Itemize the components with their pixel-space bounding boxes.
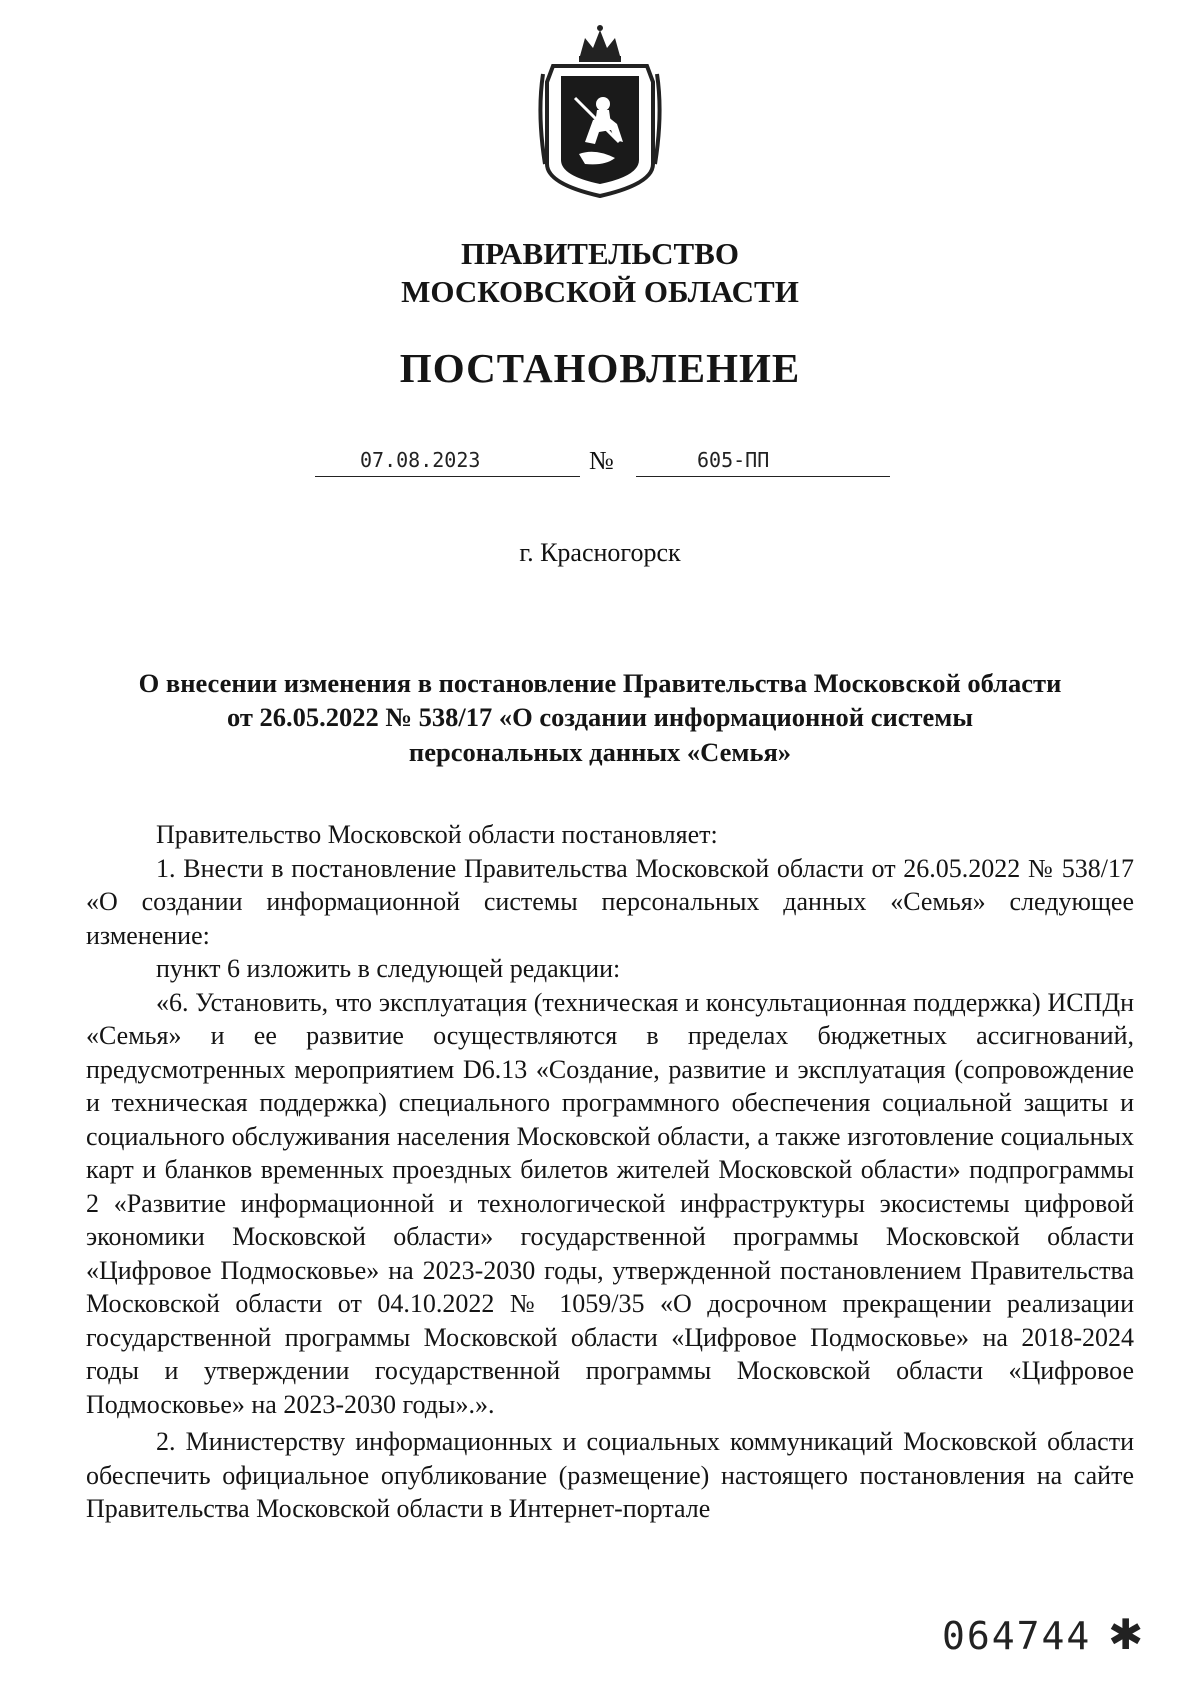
title-line1: О внесении изменения в постановление Правительства Московской области bbox=[138, 668, 1062, 698]
paragraph-1-sub: пункт 6 изложить в следующей редакции: bbox=[156, 954, 621, 983]
city: г. Красногорск bbox=[519, 538, 681, 567]
org-name-line2: МОСКОВСКОЙ ОБЛАСТИ bbox=[401, 274, 799, 309]
paragraph-1-quote: «6. Установить, что эксплуатация (техническая и консультационная поддержка) ИСПДн «Семья» и ее развитие осуществляются в пределах бюджетных ассигнований, предусмотренных мероприятием D6.13 «Создание, развитие и эксплуатация (сопровождение и техническая поддержка) специального программного обеспечения социальной защиты и социального обслуживания населения Московской области, а также изготовление социальных карт и бланков временных проездных билетов жителей Московской области» подпрограммы 2 «Развитие информационной и технологической инфраструктуры экосистемы цифровой экономики Московской области» государственной программы Московской области «Цифровое Подмосковье» на 2023-2030 годы, утвержденной постановлением Правительства Московской области от 04.10.2022 № 1059/35 «О досрочном прекращении реализации государственной программы Московской области «Цифровое Подмосковье» на 2018-2024 годы и утверждении государственной программы Московской области «Цифровое Подмосковье» на 2023-2030 годы».». bbox=[86, 987, 1134, 1419]
serial-number: 064744 bbox=[942, 1614, 1092, 1658]
org-name-line1: ПРАВИТЕЛЬСТВО bbox=[461, 236, 739, 271]
document-body bbox=[86, 818, 1134, 1526]
registration-line bbox=[0, 442, 1200, 482]
paragraph-1: 1. Внести в постановление Правительства Московской области от 26.05.2022 № 538/17 «О создании информационной системы персональных данных «Семья» следующее изменение: bbox=[86, 853, 1134, 950]
paragraph-2: 2. Министерству информационных и социальных коммуникаций Московской области обеспечить официальное опубликование (размещение) настоящего постановления на сайте Правительства Московской области в Интернет-портале bbox=[86, 1427, 1134, 1523]
serial-mark-icon: ✱ bbox=[1108, 1610, 1144, 1659]
document-type: ПОСТАНОВЛЕНИЕ bbox=[399, 345, 801, 391]
document-number: 605-ПП bbox=[697, 448, 770, 472]
coat-of-arms-icon bbox=[535, 24, 665, 200]
preamble: Правительство Московской области постановляет: bbox=[156, 820, 718, 849]
number-sign: № bbox=[589, 446, 614, 475]
title-line3: персональных данных «Семья» bbox=[408, 737, 792, 767]
document-date: 07.08.2023 bbox=[360, 448, 481, 472]
title-line2: от 26.05.2022 № 538/17 «О создании информационной системы bbox=[226, 702, 974, 732]
